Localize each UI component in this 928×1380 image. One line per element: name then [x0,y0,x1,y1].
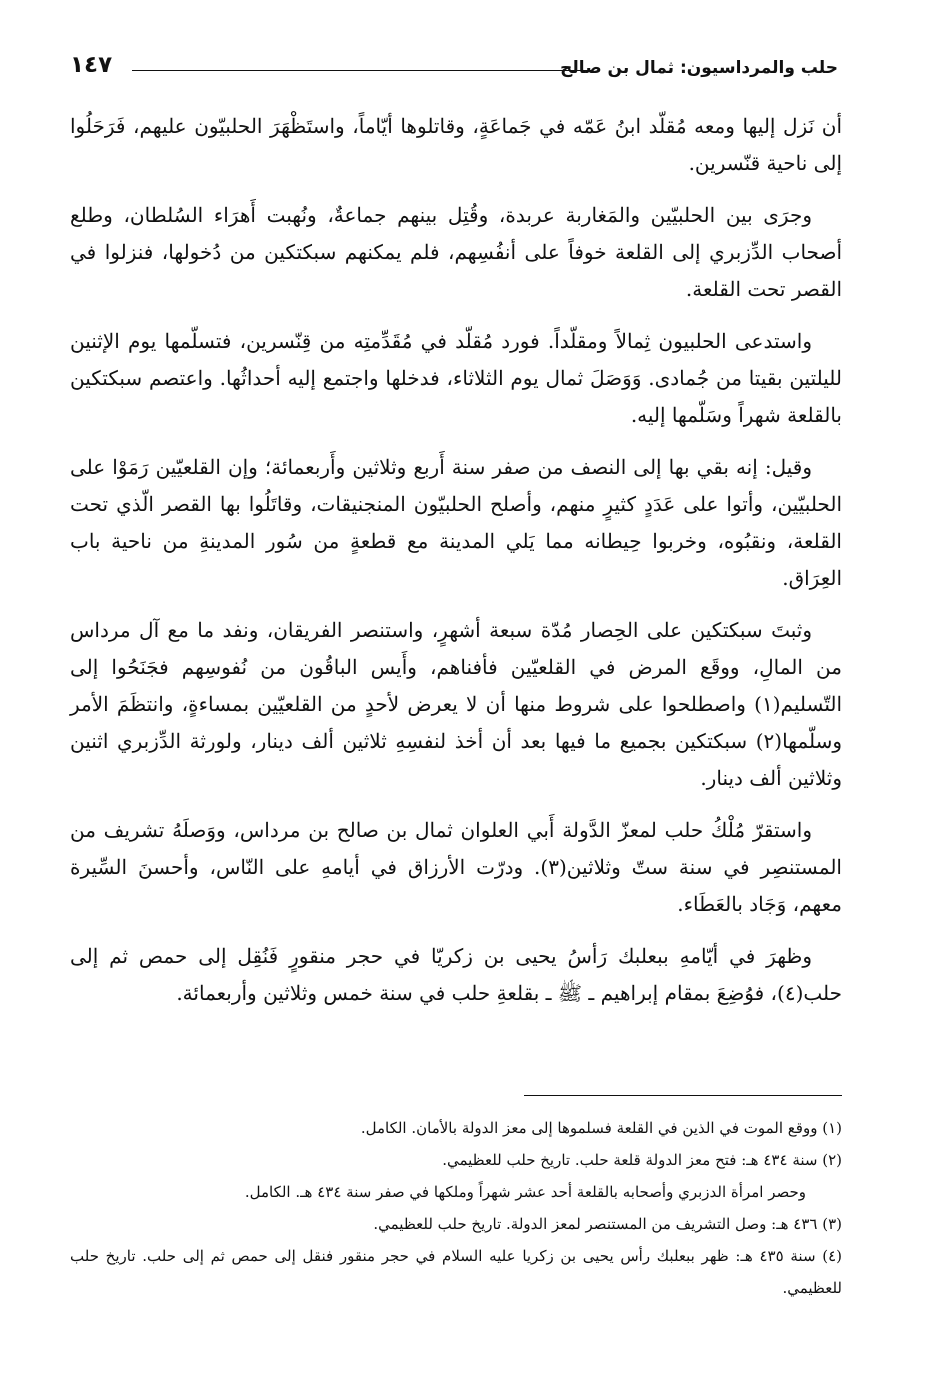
header-title: حلب والمرداسيون: ثمال بن صالح [560,58,838,78]
footnotes [70,1112,842,1304]
paragraph-2: وجرَى بين الحلبيّين والمَغاربة عربدة، وقُتِل بينهم جماعةٌ، ونُهبت أَهرَاء السُلطان، وطلع أصحاب الدِّزبري إلى القلعة خوفاً على أنفُسِهم، فلم يمكنهم سبكتكين من دُخولها، فنزلوا في القصر تحت القلعة. [70,203,843,301]
paragraph-3: واستدعى الحلبيون ثِمالاً ومقلّداً. فورد مُقلّد في مُقَدِّمتِه من قِنّسرين، فتسلّمها يوم الإثنين لليلتين بقيتا من جُمادى. وَوَصَلَ ثمال يوم الثلاثاء، فدخلها واجتمع إليه أحداثُها. واعتصم سبكتكين بالقلعة شهراً وسَلّمها إليه. [70,329,842,427]
paragraph-7: وظهرَ في أيّامهِ ببعلبك رَأسُ يحيى بن زكريّا في حجر منقورٍ فَنُقِل إلى حمص ثم إلى حلب(٤)، فوُضِعَ بمقام إبراهيم ـ ﷺ ـ بقلعةِ حلب في سنة خمس وثلاثين وأربعمائة. [70,944,842,1005]
paragraph-1: أن نَزل إليها ومعه مُقلّد ابنُ عَمّه في جَماعَةٍ، وقاتلوها أيّاماً، واستَظْهَرَ الحلبيّون عليهم، فَرَحَلُوا إلى ناحية قنّسرين. [70,114,842,175]
footnote-2-continuation: وحصر امرأة الدزبري وأصحابه بالقلعة أحد عشر شهراً وملكها في صفر سنة ٤٣٤ هـ. الكامل. [244,1183,806,1201]
footnote-4: (٤) سنة ٤٣٥ هـ: ظهر ببعلبك رأس يحيى بن زكريا عليه السلام في حجر منقور فنقل إلى حمص ثم إلى حلب. تاريخ حلب للعظيمي. [70,1247,842,1297]
header-rule [132,70,592,71]
page-number: ١٤٧ [70,52,113,78]
footnote-2: (٢) سنة ٤٣٤ هـ: فتح معز الدولة قلعة حلب. تاريخ حلب للعظيمي. [442,1151,842,1169]
main-text [70,108,842,1027]
paragraph-6: واستقرّ مُلْكُ حلب لمعزّ الدَّولة أَبي العلوان ثمال بن صالح بن مرداس، ووَصلَهُ تشريف من المستنصِر في سنة ستّ وثلاثين(٣). ودرّت الأرزاق في أيامهِ على النّاس، وأحسنَ السِّيرة معهم، وَجَاد بالعَطَاء. [70,818,842,916]
footnote-1: (١) ووقع الموت في الذين في القلعة فسلموها إلى معز الدولة بالأمان. الكامل. [360,1119,842,1137]
footnote-separator [524,1095,842,1096]
running-header [70,52,838,88]
paragraph-4: وقيل: إنه بقي بها إلى النصف من صفر سنة أَربع وثلاثين وأَربعمائة؛ وإن القلعيّين رَمَوْا على الحلبيّين، وأتوا على عَدَدٍ كثيرٍ منهم، وأصلح الحلبيّون المنجنيقات، وقاتَلُوا بها القصر الّذي تحت القلعة، ونقبُوه، وخربوا حِيطانه مما يَلي المدينة مع قطعةٍ من سُور المدينةِ من ناحية باب العِرَاق. [70,455,842,590]
paragraph-5: وثبتَ سبكتكين على الحِصار مُدّة سبعة أشهرٍ، واستنصر الفريقان، ونفد ما مع آل مرداس من المالِ، ووقَع المرض في القلعيّين فأفناهم، وأَيس الباقُون من نُفوسِهم فجَنَحُوا إلى التّسليم(١) واصطلحوا على شروط منها أن لا يعرض لأحدٍ من القلعيّين بمساءةٍ، وانتظَمَ الأمر وسلّمها(٢) سبكتكين بجميع ما فيها بعد أن أخذ لنفسِهِ ثلاثين ألف دينار، ولورثة الدِّزبري اثنين وثلاثين ألف دينار. [70,618,842,790]
footnote-3: (٣) ٤٣٦ هـ: وصل التشريف من المستنصر لمعز الدولة. تاريخ حلب للعظيمي. [373,1215,842,1233]
